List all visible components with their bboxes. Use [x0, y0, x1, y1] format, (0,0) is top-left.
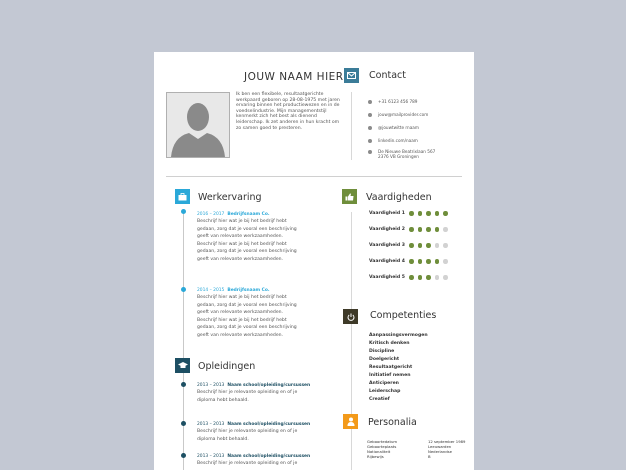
- experience-title: Werkervaring: [198, 192, 262, 203]
- twitter-icon: [368, 126, 372, 130]
- edu-1-header: [197, 383, 310, 388]
- personal-label: Geboorteplaats: [367, 444, 397, 449]
- rating-dot-empty: [443, 243, 448, 248]
- competence-item: Discipline: [369, 349, 395, 354]
- edu-2-line: Beschrijf hier je relevante opleiding en of je: [197, 429, 298, 434]
- address-line-1: De Nieuwe Beatrixlaan 567: [378, 149, 436, 154]
- personal-label: Rijbewijs: [367, 454, 384, 459]
- edu-3-description: [197, 460, 309, 468]
- contact-address: [368, 149, 435, 159]
- power-icon: [343, 309, 358, 324]
- intro-text: Ik ben een flexibele, resultaatgerichte werkpaard geboren op 28-08-1975 met jaren ervaring binnen het productiewezen en in de voedselindustrie. Mijn managementstijl kenmerkt zich het best als dienend leiderschap. Ik zet anderen in hun kracht om zo samen goed te presteren.: [236, 92, 340, 131]
- rating-dot-filled: [426, 259, 431, 264]
- briefcase-icon: [175, 189, 190, 204]
- job-2-line: geeft van relevante werkzaamheden.: [197, 310, 284, 316]
- skill-2-rating: [409, 227, 448, 232]
- rating-dot-filled: [409, 211, 414, 216]
- skill-1-label: Vaardigheid 1: [369, 211, 405, 216]
- job-2-line: gedaan, zorg dat je vooral een beschrijving: [197, 325, 297, 331]
- edu-3-school: Naam school/opleiding/cursussen: [227, 454, 311, 459]
- skill-3-rating: [409, 243, 448, 248]
- edu-3-line: Beschrijf hier je relevante opleiding en of je: [197, 461, 298, 466]
- divider-vertical-right: [351, 212, 352, 470]
- job-2-line: geeft van relevante werkzaamheden.: [197, 332, 284, 338]
- competence-item: Doelgericht: [369, 357, 400, 362]
- personal-label: Geboortedatum: [367, 439, 398, 444]
- rating-dot-empty: [435, 243, 440, 248]
- personal-value: B: [428, 454, 431, 459]
- rating-dot-empty: [443, 275, 448, 280]
- profile-photo-placeholder: [166, 92, 230, 158]
- rating-dot-filled: [435, 227, 440, 232]
- competence-item: Resultaatgericht: [369, 365, 413, 370]
- skill-5-rating: [409, 275, 448, 280]
- timeline-dot: [181, 209, 186, 214]
- phone-icon: [368, 100, 372, 104]
- divider-vertical: [351, 92, 352, 160]
- rating-dot-filled: [418, 227, 423, 232]
- rating-dot-filled: [418, 275, 423, 280]
- rating-dot-filled: [418, 211, 423, 216]
- rating-dot-filled: [409, 275, 414, 280]
- job-2-header: [197, 288, 270, 293]
- job-1-header: [197, 212, 270, 217]
- timeline-dot: [181, 287, 186, 292]
- job-1-line: gedaan, zorg dat je vooral een beschrijving: [197, 249, 297, 255]
- edu-1-school: Naam school/opleiding/cursussen: [227, 383, 311, 388]
- address-line-2: 2376 VB Groningen: [378, 154, 419, 159]
- skills-title: Vaardigheden: [366, 192, 432, 203]
- email-icon: [368, 113, 372, 117]
- rating-dot-filled: [443, 211, 448, 216]
- job-1-date: 2016 – 2017: [197, 212, 225, 217]
- person-silhouette-icon: [167, 93, 229, 157]
- job-1-company: Bedrijfsnaam Co.: [227, 212, 270, 217]
- personal-value: Nederlandse: [428, 449, 452, 454]
- edu-3-date: 2013 – 2013: [197, 454, 225, 459]
- edu-1-description: [197, 389, 309, 404]
- competence-item: Anticiperen: [369, 381, 399, 386]
- rating-dot-filled: [418, 259, 423, 264]
- skill-2-label: Vaardigheid 2: [369, 227, 405, 232]
- job-2-date: 2014 – 2015: [197, 288, 225, 293]
- graduation-cap-icon: [175, 358, 190, 373]
- cv-name: JOUW NAAM HIER: [244, 71, 344, 83]
- divider-horizontal: [166, 176, 462, 177]
- edu-1-date: 2013 – 2013: [197, 383, 225, 388]
- rating-dot-empty: [435, 275, 440, 280]
- edu-2-date: 2013 – 2013: [197, 422, 225, 427]
- job-2-company: Bedrijfsnaam Co.: [227, 288, 270, 293]
- rating-dot-filled: [426, 211, 431, 216]
- skill-4-rating: [409, 259, 448, 264]
- edu-2-description: [197, 428, 309, 443]
- rating-dot-filled: [418, 243, 423, 248]
- competence-item: Creatief: [369, 397, 390, 402]
- job-2-line: gedaan, zorg dat je vooral een beschrijving: [197, 302, 297, 308]
- rating-dot-filled: [426, 275, 431, 280]
- job-1-line: Beschrijf hier wat je bij het bedrijf hebt: [197, 241, 287, 247]
- edu-2-school: Naam school/opleiding/cursussen: [227, 422, 311, 427]
- skill-3-label: Vaardigheid 3: [369, 243, 405, 248]
- rating-dot-filled: [426, 243, 431, 248]
- cv-page: [154, 52, 474, 470]
- contact-email[interactable]: jouw@mailprovider.com: [368, 112, 428, 117]
- rating-dot-filled: [426, 227, 431, 232]
- contact-phone: +31 6123 456 789: [368, 99, 417, 104]
- timeline-dot: [181, 453, 186, 458]
- edu-3-header: [197, 454, 310, 459]
- personal-title: Personalia: [368, 417, 417, 428]
- rating-dot-filled: [409, 243, 414, 248]
- edu-1-line: diploma hebt behaald.: [197, 397, 249, 403]
- competence-item: Initiatief nemen: [369, 373, 411, 378]
- thumbs-up-icon: [342, 189, 357, 204]
- skill-4-label: Vaardigheid 4: [369, 259, 405, 264]
- timeline-line: [183, 214, 184, 470]
- job-1-line: geeft van relevante werkzaamheden.: [197, 256, 284, 262]
- competence-item: Aanpassingsvermogen: [369, 333, 428, 338]
- rating-dot-filled: [435, 211, 440, 216]
- job-2-line: Beschrijf hier wat je bij het bedrijf hebt: [197, 295, 287, 300]
- contact-linkedin[interactable]: linkedin.com/naam: [368, 138, 418, 143]
- personal-value: Leeuwarden: [428, 444, 452, 449]
- job-2-line: Beschrijf hier wat je bij het bedrijf hebt: [197, 317, 287, 323]
- job-1-line: Beschrijf hier wat je bij het bedrijf hebt: [197, 219, 287, 224]
- job-2-description: [197, 294, 305, 340]
- edu-2-header: [197, 422, 310, 427]
- personal-label: Nationaliteit: [367, 449, 391, 454]
- timeline-dot: [181, 421, 186, 426]
- competence-item: Kritisch denken: [369, 341, 410, 346]
- edu-2-line: diploma hebt behaald.: [197, 436, 249, 442]
- edu-1-line: Beschrijf hier je relevante opleiding en of je: [197, 390, 298, 395]
- location-icon: [368, 150, 372, 154]
- skill-1-rating: [409, 211, 448, 216]
- job-1-line: gedaan, zorg dat je vooral een beschrijving: [197, 226, 297, 232]
- person-icon: [343, 414, 358, 429]
- job-1-description: [197, 218, 305, 264]
- competences-title: Competenties: [370, 310, 437, 321]
- rating-dot-empty: [443, 259, 448, 264]
- rating-dot-filled: [409, 259, 414, 264]
- rating-dot-filled: [409, 227, 414, 232]
- contact-twitter[interactable]: @jouwtwitte rnaam: [368, 125, 419, 130]
- job-1-line: geeft van relevante werkzaamheden.: [197, 234, 284, 240]
- competence-item: Leiderschap: [369, 389, 401, 394]
- skill-5-label: Vaardigheid 5: [369, 275, 405, 280]
- contact-title: Contact: [369, 70, 406, 81]
- linkedin-icon: [368, 139, 372, 143]
- personal-value: 12 september 1989: [428, 439, 466, 444]
- mail-icon: [344, 68, 359, 83]
- rating-dot-filled: [435, 259, 440, 264]
- rating-dot-empty: [443, 227, 448, 232]
- timeline-dot: [181, 382, 186, 387]
- education-title: Opleidingen: [198, 361, 256, 372]
